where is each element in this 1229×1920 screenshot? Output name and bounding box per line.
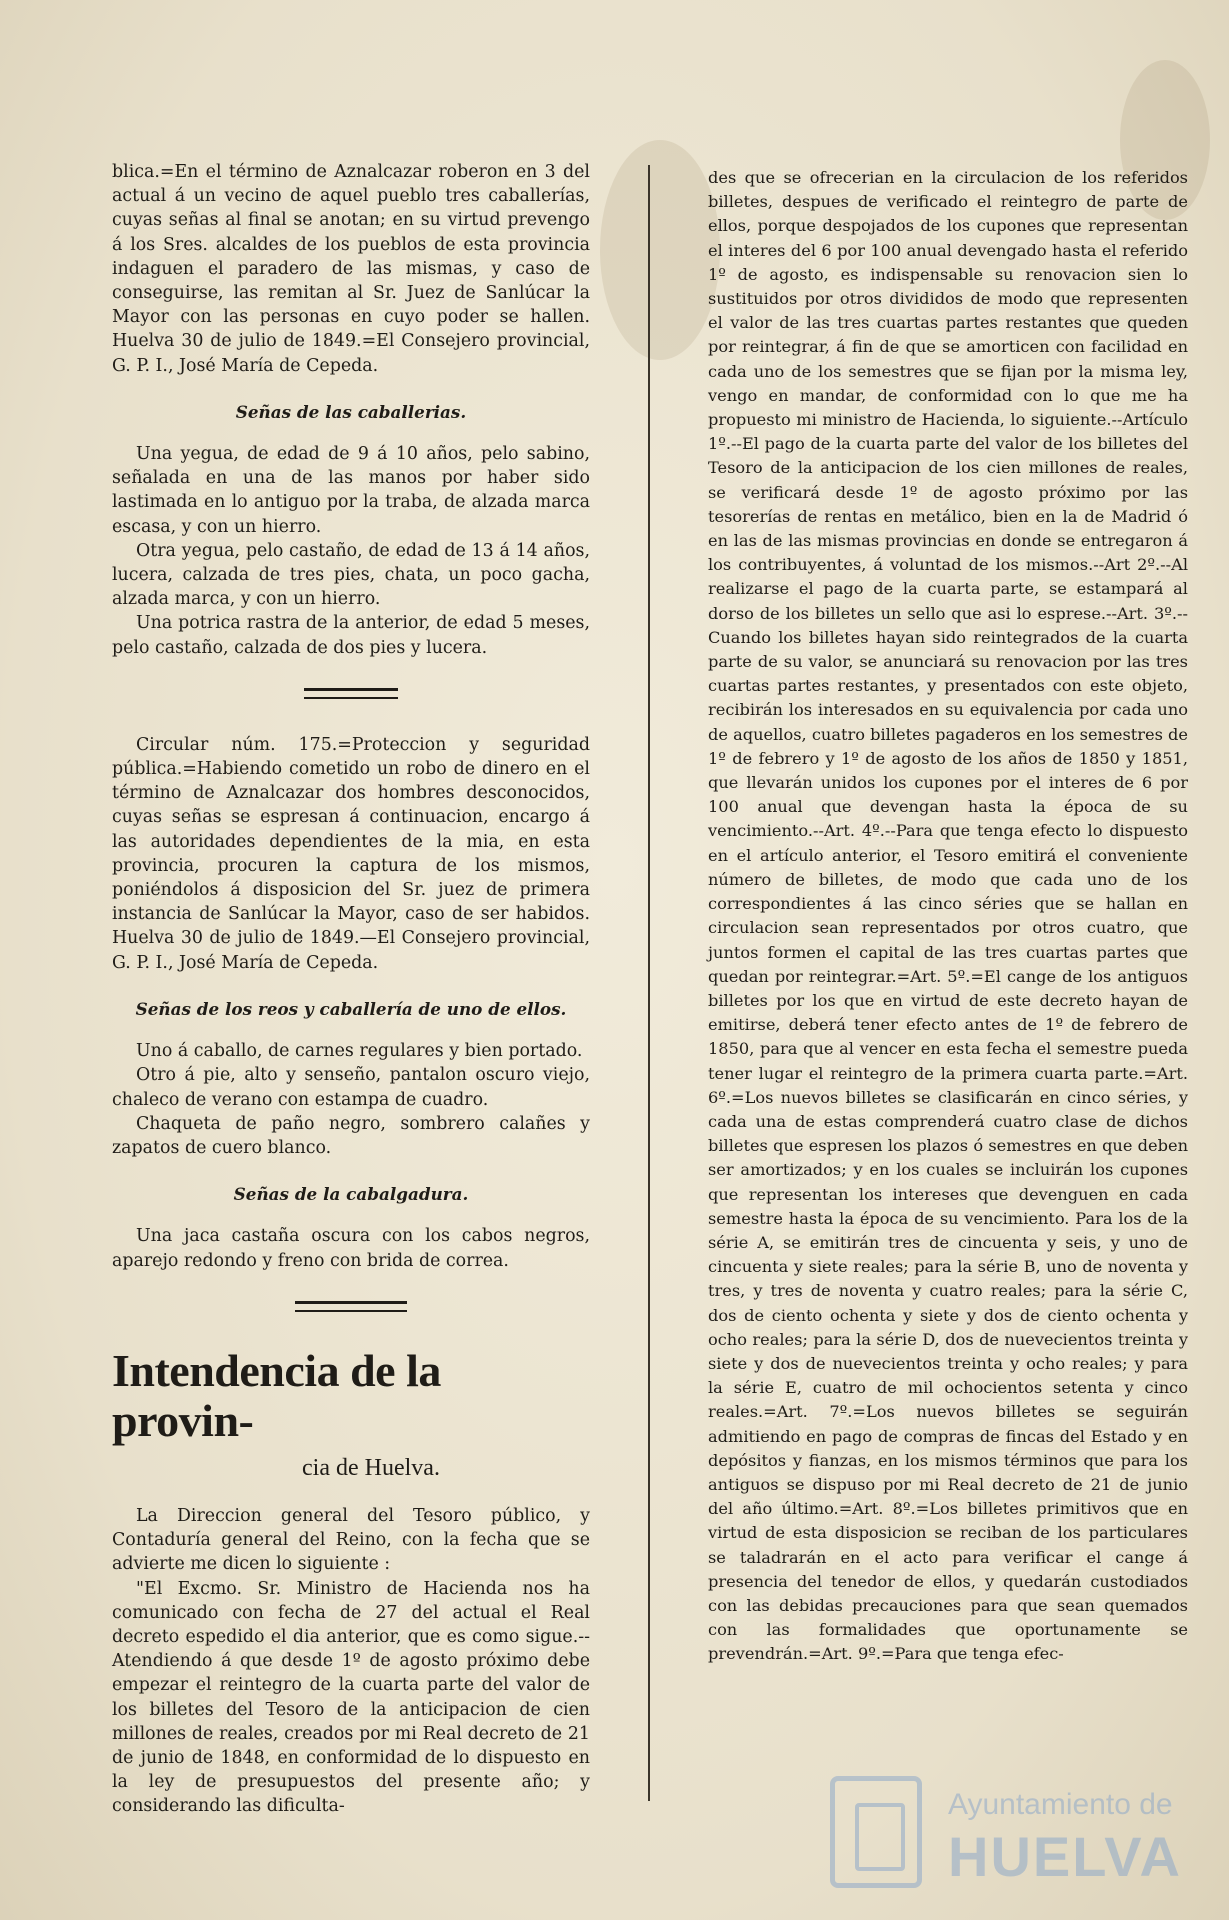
notice-1-text: blica.=En el término de Aznalcazar roberon en 3 del actual á un vecino de aquel pueblo tres caballerías, cuyas señas al final se anotan; en su virtud prevengo á los Sres. alcaldes de los pueblos de esta provincia indaguen el paradero de las mismas, y caso de conseguirse, las remitan al Sr. Juez de Sanlúcar la Mayor con las personas en cuyo poder se hallen. Huelva 30 de julio de 1849.=El Consejero provincial, G. P. I., José María de Cepeda. [112,162,590,376]
description-paragraph: Chaqueta de paño negro, sombrero calañes y zapatos de cuero blanco. [112,1113,590,1158]
section-heading: Señas de las caballerias. [235,401,467,422]
right-column [708,166,1188,1667]
column-divider [648,165,650,1801]
description-paragraph: Uno á caballo, de carnes regulares y bien portado. [136,1041,583,1062]
decree-text: des que se ofrecerian en la circulacion de los referidos billetes, despues de verificado el reintegro de parte de ellos, porque despojados de los cupones que representan el interes del 6 por 100 anual devengado hasta el referido 1º de agosto, es indispensable su renovacion sien lo sustituidos por otros divididos de modo que representen el valor de las tres cuartas partes restantes que queden por reintegrar, á fin de que se amorticen con facilidad en cada uno de los semestres que se fijan por la misma ley, vengo en mandar, de conformidad con lo que me ha propuesto mi ministro de Hacienda, lo siguiente.--Artículo 1º.--El pago de la cuarta parte del valor de los billetes del Tesoro de la anticipacion de los cien millones de reales, se verificará desde 1º de agosto próximo por las tesorerías de rentas en metálico, bien en la de Madrid ó en las de las mismas provincias en donde se entregaron á los contribuyentes, á voluntad de los mismos.--Art 2º.--Al realizarse el pago de la cuarta parte, se estampará al dorso de los billetes un sello que asi lo esprese.--Art. 3º.--Cuando los billetes hayan sido reintegrados de la cuarta parte de su valor, se anunciará su renovacion por las tres cuartas partes restantes, y presentados con este objeto, recibirán los interesados en su equivalencia por cada uno de aquellos, cuatro billetes pagaderos en los semestres de 1º de febrero y 1º de agosto de los años de 1850 y 1851, que llevarán unidos los cupones por el interes de 6 por 100 anual que devengan hasta la época de su vencimiento.--Art. 4º.--Para que tenga efecto lo dispuesto en el artículo anterior, el Tesoro emitirá el conveniente número de billetes, de modo que cada uno de los correspondientes á las cinco séries que se hallan en circulacion sean representados por otros cuatro, que juntos formen el capital de las tres cuartas partes que quedan por reintegrar.=Art. 5º.=El cange de los antiguos billetes por los que en virtud de este decreto hayan de emitirse, deberá tener efecto antes de 1º de febrero de 1850, para que al vencer en esta fecha el semestre pueda tener lugar el reintegro de la primera cuarta parte.=Art. 6º.=Los nuevos billetes se clasificarán en cinco séries, y cada una de estas comprenderá cuatro clase de dichos billetes que espresen los plazos ó semestres en que deben ser amortizados; y en los cuales se incluirán los cupones que representan los intereses que devenguen en cada semestre hasta la época de su vencimiento. Para los de la série A, se emitirán tres de cincuenta y seis, y uno de cincuenta y siete reales; para la série B, uno de noventa y tres, y tres de noventa y cuatro reales; para la série C, dos de ciento ochenta y siete y dos de ciento ochenta y ocho reales; para la série D, dos de nuevecientos treinta y siete y dos de nuevecientos treinta y ocho reales; y para la série E, cuatro de mil ochocientos setenta y cinco reales.=Art. 7º.=Los nuevos billetes se seguirán admitiendo en pago de compras de fincas del Estado y en depósitos y fianzas, en los mismos términos que para los antiguos se dispuso por mi Real decreto de 21 de junio del año último.=Art. 8º.=Los billetes primitivos que en virtud de esta disposicion se reciban de los particulares se taladrarán en el acto para verificar el cange á presencia del tenedor de ellos, y quedarán custodiados con las debidas precauciones para que sean quemados con las formalidades que oportunamente se prevendrán.=Art. 9º.=Para que tenga efec- [708,168,1188,1664]
notice-2-text: Circular núm. 175.=Proteccion y seguridad pública.=Habiendo cometido un robo de dinero en el término de Aznalcazar dos hombres desconocidos, cuyas señas se espresan á continuacion, encargo á las autoridades dependientes de la mia, en esta provincia, procuren la captura de los mismos, poniéndolos á disposicion del Sr. juez de primera instancia de Sanlúcar la Mayor, caso de ser habidos. Huelva 30 de julio de 1849.—El Consejero provincial, G. P. I., José María de Cepeda. [112,734,590,973]
city-seal-icon [830,1776,922,1888]
description-paragraph: Una yegua, de edad de 9 á 10 años, pelo sabino, señalada en una de las manos por haber sido lastimada en lo antiguo por la traba, de alzada marca escasa, y con un hierro. [112,444,590,537]
paper-stain [600,140,720,360]
section-divider [304,688,398,699]
description-paragraph: Otra yegua, pelo castaño, de edad de 13 á 14 años, lucera, calzada de tres pies, chata, un poco gacha, alzada marca, y con un hierro. [112,540,590,610]
ayuntamiento-watermark [830,1776,1210,1896]
description-paragraph: Una potrica rastra de la anterior, de edad 5 meses, pelo castaño, calzada de dos pies y lucera. [112,613,590,658]
watermark-line-2: HUELVA [948,1825,1182,1888]
section-heading: Señas de la cabalgadura. [233,1184,469,1205]
section-divider [295,1301,407,1312]
watermark-line-1: Ayuntamiento de [948,1788,1173,1821]
description-paragraph: Otro á pie, alto y senseño, pantalon oscuro viejo, chaleco de verano con estampa de cuadro. [112,1065,590,1110]
left-column [112,160,590,1819]
description-paragraph: Una jaca castaña oscura con los cabos negros, aparejo redondo y freno con brida de correa. [112,1226,590,1271]
body-paragraph: La Direccion general del Tesoro público, y Contaduría general del Reino, con la fecha que se advierte me dicen lo siguiente : [112,1505,590,1575]
section-heading: Señas de los reos y caballería de uno de ellos. [135,998,567,1019]
section-title: Intendencia de la provin- [112,1344,441,1446]
section-title-continued: cia de Huelva. [302,1454,440,1481]
body-paragraph: "El Excmo. Sr. Ministro de Hacienda nos ha comunicado con fecha de 27 del actual el Real decreto espedido el dia anterior, que es como sigue.--Atendiendo á que desde 1º de agosto próximo debe empezar el reintegro de la cuarta parte del valor de los billetes del Tesoro de la anticipacion de cien millones de reales, creados por mi Real decreto de 21 de junio de 1848, en conformidad de lo dispuesto en la ley de presupuestos del presente año; y considerando las dificulta- [112,1578,590,1817]
